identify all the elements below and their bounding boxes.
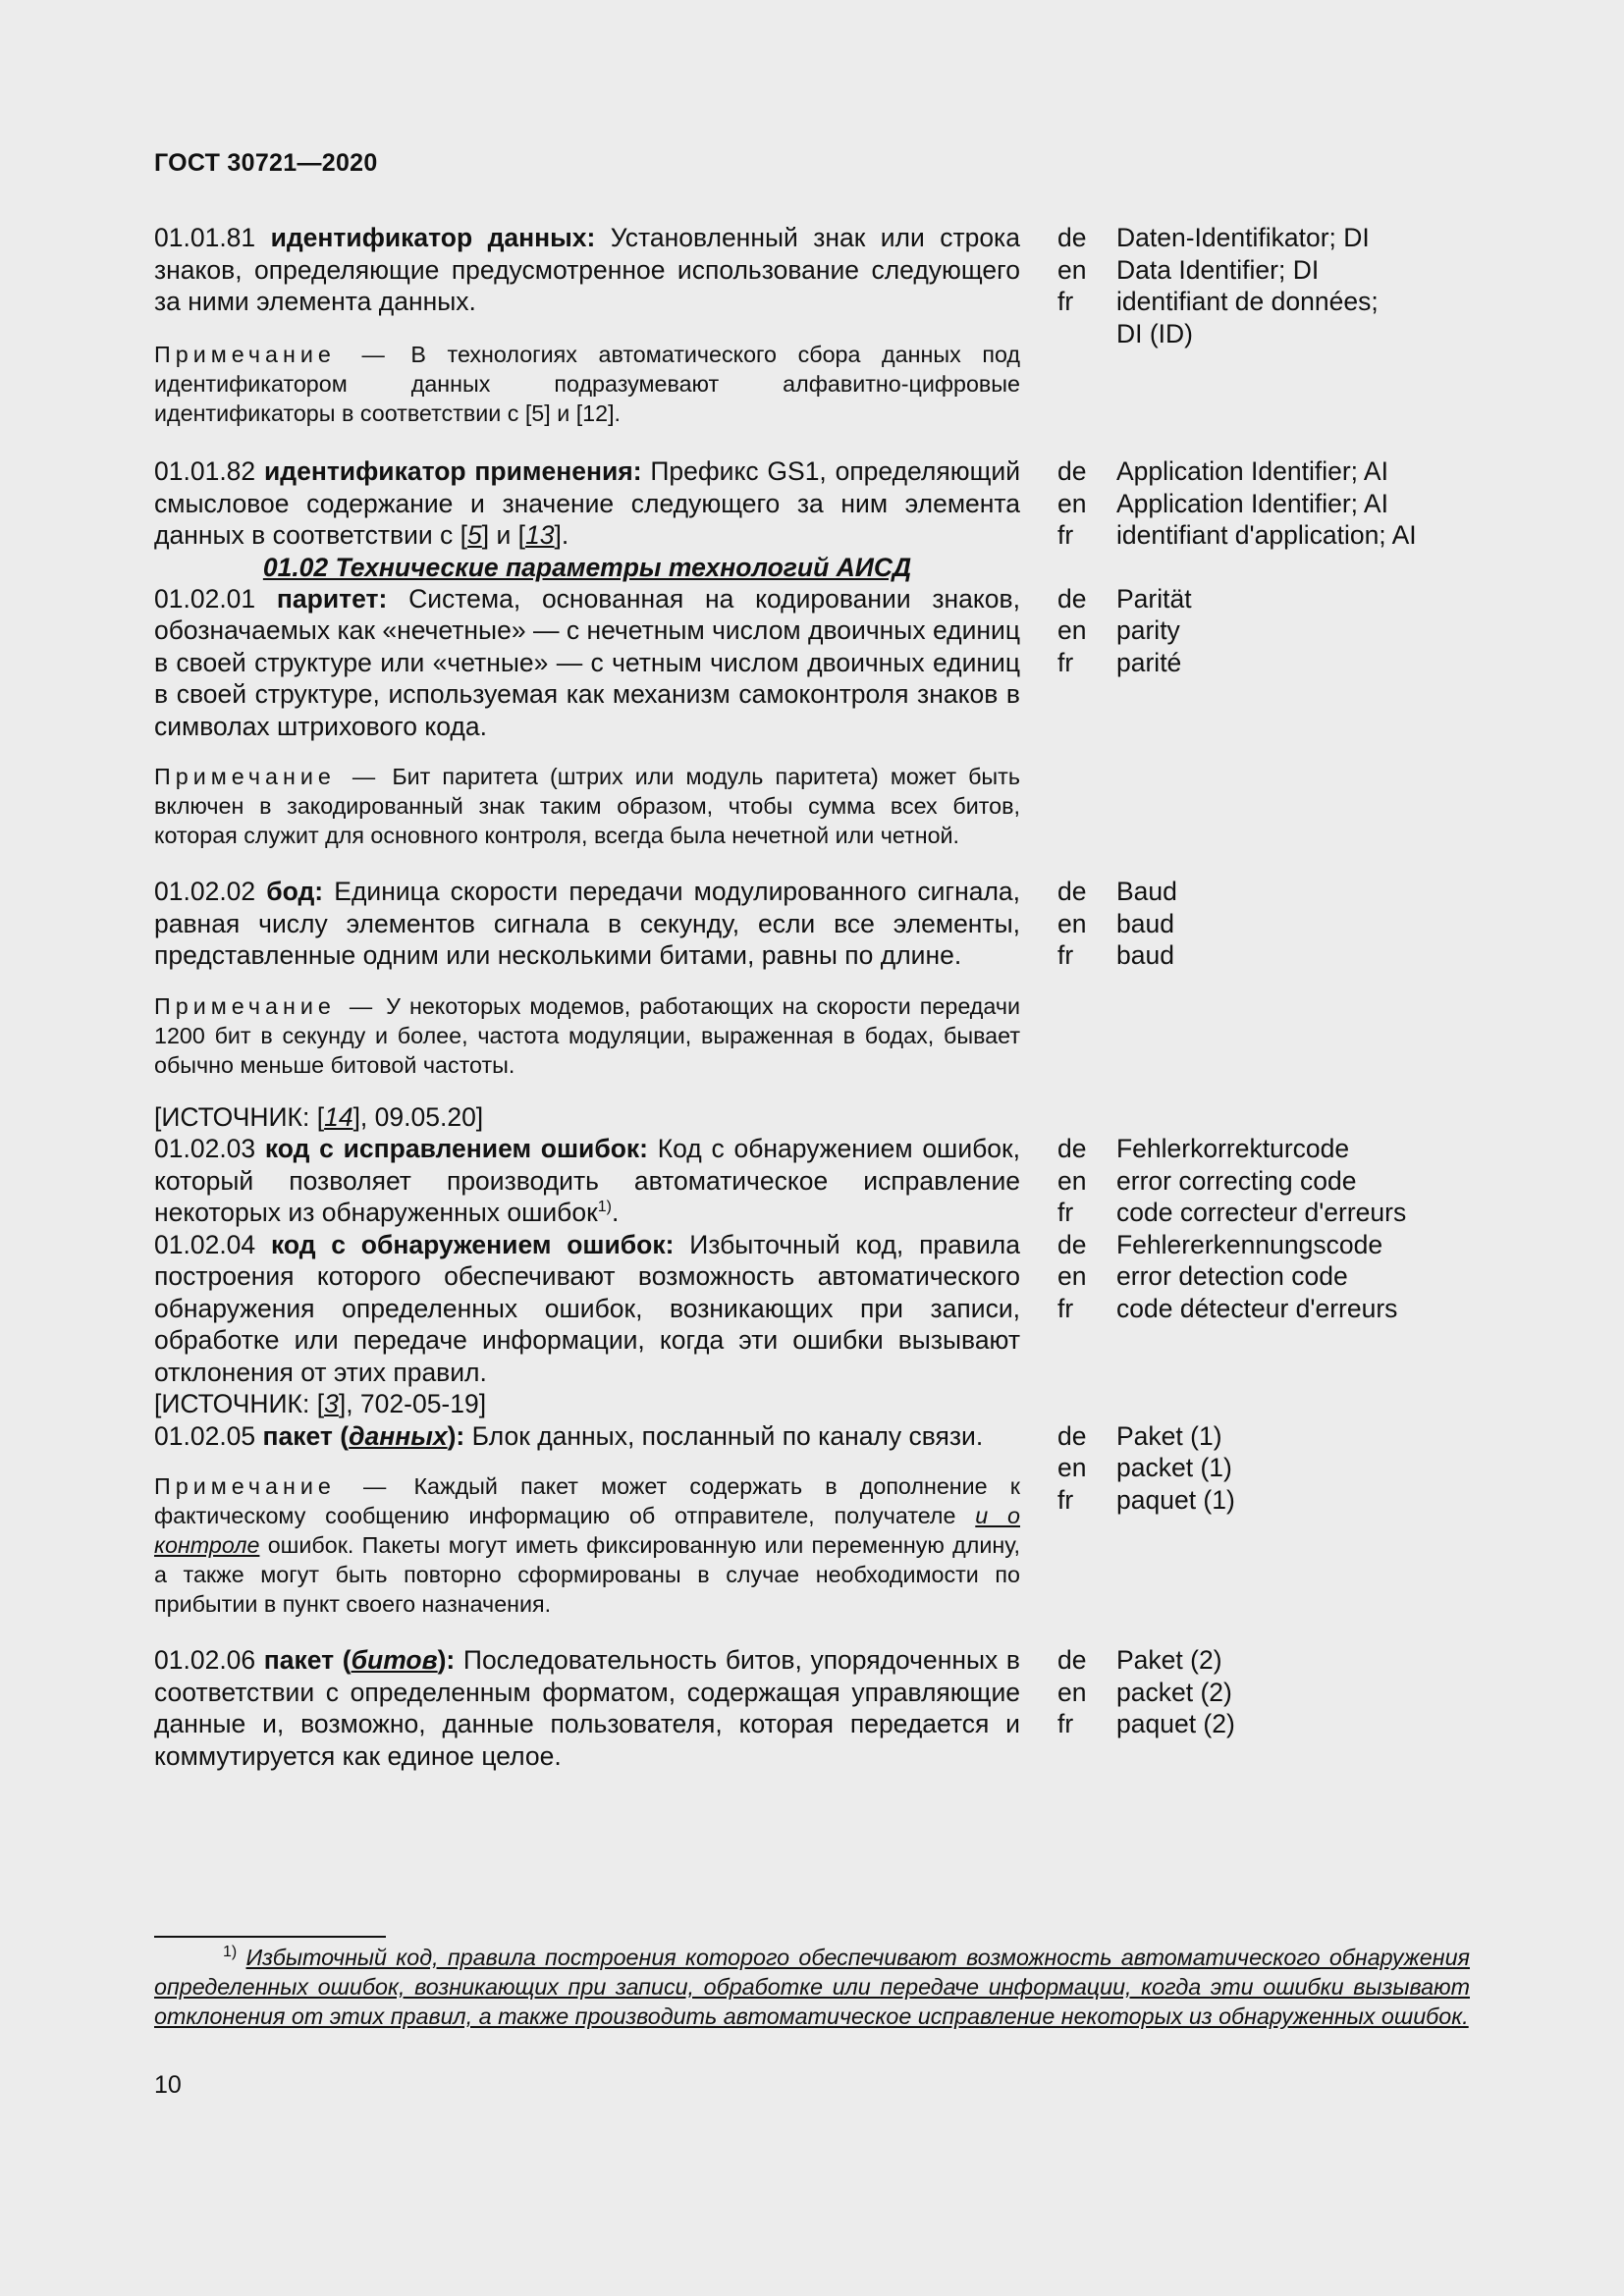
term-definition [154, 1133, 1020, 1229]
term-text: Единица скорости передачи модулированного сигнала, равная числу элементов сигнала в секунду, если все элементы, представленные одним или несколькими битами, равны по длине. [154, 877, 1021, 970]
term-text: Блок данных, посланный по каналу связи. [471, 1420, 984, 1451]
term-entry-01-02-05 [154, 1420, 1470, 1620]
term-definition [154, 1420, 1020, 1453]
footnote-text: Избыточный код, правила построения которого обеспечивают возможность автоматического обнаружения определенных ошибок, возникающих при записи, обработке или передаче информации, когда эти ошибки вызывают отклонения от этих правил, а также производить автоматическое исправление некоторых из обнаруженных ошибок. [154, 1945, 1470, 2029]
translation-fr: paquet (1) [1116, 1484, 1235, 1515]
term-entry-01-02-01 [154, 583, 1470, 743]
term-name [264, 1645, 455, 1675]
translation-de: Fehlerkorrekturcode [1116, 1134, 1350, 1163]
translations [1116, 1420, 1470, 1517]
lang-en: en [1057, 1453, 1087, 1482]
term-name: паритет: [276, 583, 388, 614]
document-body [154, 222, 1470, 1772]
translation-en: Data Identifier; DI [1116, 254, 1320, 285]
translations [1116, 583, 1470, 679]
language-codes [1057, 1420, 1116, 1517]
footnote-number: 1) [223, 1944, 238, 1961]
language-codes [1057, 1133, 1116, 1229]
lang-fr: fr [1057, 647, 1074, 677]
note-label: Примечание — [154, 764, 381, 789]
source-suffix: ], 09.05.20] [352, 1101, 484, 1132]
lang-en: en [1057, 615, 1087, 645]
term-text: Избыточный код, правила построения которого обеспечивают возможность автоматического обнаружения определенных ошибок, возникающих при записи, обработке или передаче информации, когда эти ошибки вызывают отклонения от этих правил. [154, 1229, 1020, 1387]
term-definition [154, 583, 1020, 743]
term-name: бод: [266, 877, 324, 906]
lang-fr: fr [1057, 1293, 1074, 1323]
note-text-underlined: и о контроле [154, 1503, 1020, 1558]
translation-en: parity [1116, 615, 1180, 645]
term-name-end: ): [437, 1645, 456, 1675]
reference-link[interactable]: 3 [324, 1389, 339, 1418]
translation-de: Daten-Identifikator; DI [1116, 223, 1370, 252]
source-prefix: [ИСТОЧНИК: [ [154, 1101, 325, 1132]
translations [1116, 455, 1470, 552]
note-text: Бит паритета (штрих или модуль паритета) может быть включен в закодированный знак таким образом, чтобы сумма всех битов, которая служит для основного контроля, всегда была нечетной или четной. [154, 764, 1020, 848]
translation-fr: code correcteur d'erreurs [1116, 1198, 1407, 1227]
reference-link[interactable]: 14 [324, 1101, 353, 1132]
term-entry-01-02-04 [154, 1229, 1470, 1389]
term-number: 01.01.82 [154, 456, 256, 486]
term-block [154, 1420, 1020, 1620]
source-suffix: ], 702-05-19] [338, 1389, 487, 1418]
term-number: 01.02.04 [154, 1229, 256, 1259]
translation-de: Baud [1116, 877, 1177, 906]
lang-de: de [1057, 223, 1087, 252]
lang-en: en [1057, 488, 1087, 518]
term-name-qualifier: битов [351, 1645, 438, 1675]
source-reference [154, 1388, 1020, 1420]
note [154, 340, 1020, 428]
lang-fr: fr [1057, 520, 1074, 550]
term-name-start: пакет ( [263, 1645, 352, 1675]
translation-de: Paket (2) [1116, 1645, 1222, 1675]
translations [1116, 1133, 1470, 1229]
term-entry-01-02-06 [154, 1644, 1470, 1772]
note [154, 762, 1020, 850]
language-codes [1057, 222, 1116, 318]
lang-de: de [1057, 1420, 1087, 1451]
term-definition [154, 1644, 1020, 1772]
language-codes [1057, 1644, 1116, 1740]
note [154, 1471, 1020, 1619]
language-codes [1057, 1229, 1116, 1325]
translation-en: baud [1116, 908, 1174, 938]
term-entry-01-02-03 [154, 1133, 1470, 1229]
translation-de: Application Identifier; AI [1116, 456, 1388, 486]
source-reference [154, 1101, 1020, 1134]
translation-fr-cont: DI (ID) [1116, 318, 1194, 348]
translation-fr: baud [1116, 940, 1174, 970]
lang-de: de [1057, 1229, 1087, 1259]
source-prefix: [ИСТОЧНИК: [ [154, 1389, 325, 1418]
note-text-cont: ошибок. Пакеты могут иметь фиксированную или переменную длину, а также могут быть повторно сформированы в случае необходимости по прибытии в пункт своего назначения. [154, 1532, 1020, 1617]
term-text: Система, основанная на кодировании знаков, обозначаемых как «нечетные» — с нечетным числом двоичных единиц в своей структуре или «четные» — с четным числом двоичных единиц в своей структуре, используемая как механизм самоконтроля знаков в символах штрихового кода. [154, 583, 1020, 741]
term-name-end: ): [447, 1420, 465, 1451]
translations [1116, 1229, 1470, 1325]
translation-de: Parität [1116, 583, 1192, 614]
note-label: Примечание — [154, 1473, 392, 1499]
term-text-cont: ] и [ [481, 520, 526, 550]
lang-fr: fr [1057, 1198, 1074, 1227]
note-text: У некоторых модемов, работающих на скорости передачи 1200 бит в секунду и более, частота модуляции, выраженная в бодах, бывает обычно меньше битовой частоты. [154, 992, 1020, 1078]
term-text-end: ]. [554, 520, 569, 550]
lang-en: en [1057, 1677, 1087, 1707]
term-number: 01.02.05 [154, 1420, 256, 1451]
document-header: ГОСТ 30721—2020 [154, 149, 378, 177]
lang-de: de [1057, 583, 1087, 614]
term-definition [154, 876, 1020, 972]
term-number: 01.01.81 [154, 223, 256, 252]
translation-fr: identifiant de données; [1116, 287, 1379, 316]
footnote-divider [154, 1936, 386, 1938]
translations [1116, 1644, 1470, 1740]
translation-fr: paquet (2) [1116, 1709, 1235, 1738]
term-entry-01-02-02 [154, 876, 1470, 972]
translation-fr: parité [1116, 647, 1182, 677]
lang-de: de [1057, 456, 1087, 486]
translation-en: error correcting code [1116, 1165, 1357, 1196]
lang-fr: fr [1057, 1709, 1074, 1738]
lang-de: de [1057, 877, 1087, 906]
term-name: идентификатор данных: [270, 223, 596, 252]
term-name-qualifier: данных [349, 1420, 448, 1451]
translation-de: Fehlererkennungscode [1116, 1229, 1383, 1259]
translation-fr: code détecteur d'erreurs [1116, 1293, 1398, 1323]
reference-link[interactable]: 5 [467, 520, 482, 550]
translation-en: Application Identifier; AI [1116, 488, 1388, 518]
term-number: 01.02.01 [154, 583, 256, 614]
footnote-mark[interactable]: 1) [597, 1199, 612, 1216]
footnote [154, 1943, 1470, 2031]
term-text: Установленный знак или строка знаков, определяющие предусмотренное использование следующего за ними элемента данных. [154, 223, 1020, 316]
term-number: 01.02.03 [154, 1134, 256, 1163]
translations [1116, 876, 1470, 972]
lang-de: de [1057, 1134, 1087, 1163]
note-label: Примечание — [154, 342, 390, 367]
note [154, 991, 1020, 1080]
translations [1116, 222, 1470, 349]
term-name-start: пакет ( [262, 1420, 350, 1451]
term-entry-01-01-82 [154, 455, 1470, 552]
term-definition [154, 1229, 1020, 1389]
page-number: 10 [154, 2071, 182, 2099]
lang-en: en [1057, 1261, 1087, 1291]
translation-en: packet (1) [1116, 1453, 1232, 1482]
term-name: идентификатор применения: [263, 456, 642, 486]
lang-en: en [1057, 908, 1087, 938]
lang-fr: fr [1057, 287, 1074, 316]
translation-en: error detection code [1116, 1261, 1348, 1291]
term-name: код с обнаружением ошибок: [270, 1229, 675, 1259]
lang-fr: fr [1057, 940, 1074, 970]
term-text: Код с обнаружением ошибок, который позволяет производить автоматическое исправление некоторых из обнаруженных ошибок [154, 1134, 1020, 1227]
term-name: код с исправлением ошибок: [264, 1134, 648, 1163]
term-definition [154, 222, 1020, 318]
note-label: Примечание — [154, 992, 378, 1019]
term-text: Префикс GS1, определяющий смысловое содержание и значение следующего за ним элемента данных в соответствии с [ [154, 456, 1020, 550]
language-codes [1057, 583, 1116, 679]
term-definition [154, 455, 1020, 552]
translation-de: Paket (1) [1116, 1420, 1222, 1451]
section-title: 01.02 Технические параметры технологий АИСД [262, 552, 912, 582]
lang-en: en [1057, 254, 1087, 285]
term-text: Последовательность битов, упорядоченных в соответствии с определенным форматом, содержащая управляющие данные и, возможно, данные пользователя, которая передается и коммутируется как единое целое. [154, 1645, 1020, 1771]
translation-fr: identifiant d'application; AI [1116, 520, 1417, 550]
term-number: 01.02.06 [154, 1645, 256, 1675]
translation-en: packet (2) [1116, 1677, 1232, 1707]
lang-de: de [1057, 1645, 1087, 1675]
term-entry-01-01-81 [154, 222, 1470, 349]
note-text: Каждый пакет может содержать в дополнение к фактическому сообщению информацию об отправителе, получателе [154, 1473, 1020, 1528]
reference-link[interactable]: 13 [525, 520, 555, 550]
lang-fr: fr [1057, 1484, 1074, 1515]
term-text-end: . [611, 1198, 620, 1227]
note-text: В технологиях автоматического сбора данных под идентификатором данных подразумевают алфавитно-цифровые идентификаторы в соответствии с [5] и [12]. [154, 342, 1020, 426]
term-number: 01.02.02 [154, 877, 256, 906]
language-codes [1057, 455, 1116, 552]
term-name [263, 1421, 465, 1451]
lang-en: en [1057, 1165, 1087, 1196]
language-codes [1057, 876, 1116, 972]
